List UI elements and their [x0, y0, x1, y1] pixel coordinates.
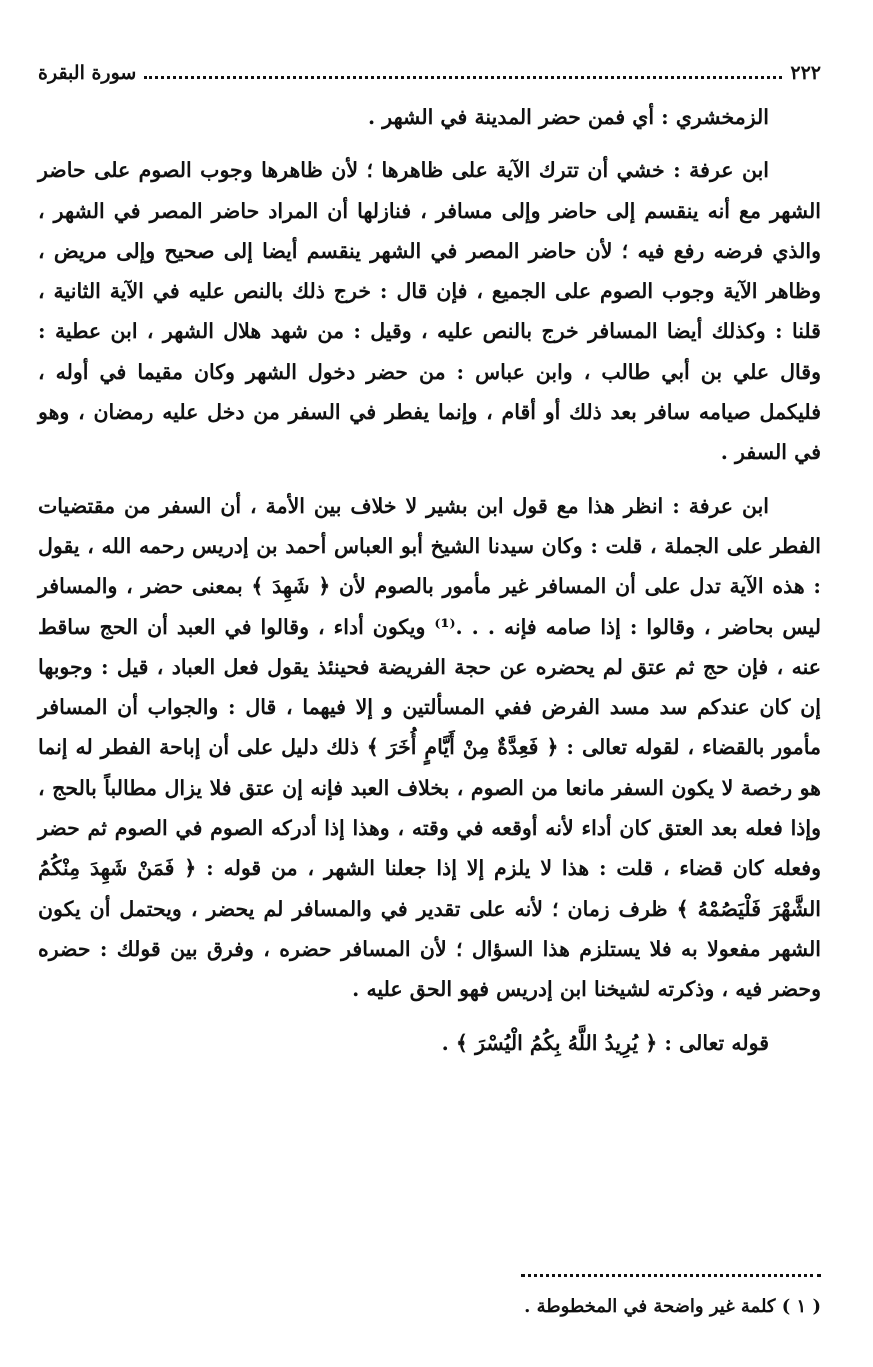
paragraph-zamakhshari: الزمخشري : أي فمن حضر المدينة في الشهر .	[368, 105, 769, 129]
body-text	[38, 97, 821, 1063]
surah-name: سورة البقرة	[38, 62, 137, 84]
paragraph-ibn-arafa-2: ابن عرفة : انظر هذا مع قول ابن بشير لا خلاف بين الأمة ، أن السفر من مقتضيات الفطر على الجملة ، قلت : وكان سيدنا الشيخ أبو العباس أحمد بن إدريس رحمه الله ، يقول : هذه الآية تدل على أن المسافر غير مأمور بالصوم لأن ﴿ شَهِدَ ﴾ بمعنى حضر ، والمسافر ليس بحاضر ، وقالوا : إذا صامه فإنه . . .⁽¹⁾ ويكون أداء ، وقالوا في العبد أن الحج ساقط عنه ، فإن حج ثم عتق لم يحضره عن حجة الفريضة فحينئذ يقول فعل العباد ، قيل : وجوبها إن كان عندكم سد مسد الفرض ففي المسألتين و إلا فيهما ، قال : والجواب أن المسافر مأمور بالقضاء ، لقوله تعالى : ﴿ فَعِدَّةٌ مِنْ أَيَّامٍ أُخَرَ ﴾ ذلك دليل على أن إباحة الفطر له إنما هو رخصة لا يكون السفر مانعا من الصوم ، بخلاف العبد فإنه إن عتق فلا يزال مطالباً بالحج ، وإذا فعله بعد العتق كان أداء لأنه أوقعه في وقته ، وهذا إذا أدركه الصوم في الصوم ثم حضر وفعله كان قضاء ، قلت : هذا لا يلزم إلا إذا جعلنا الشهر ، من قوله : ﴿ فَمَنْ شَهِدَ مِنْكُمُ الشَّهْرَ فَلْيَصُمْهُ ﴾ ظرف زمان ؛ لأنه على تقدير في والمسافر لم يحضر ، ويحتمل أن يكون الشهر مفعولا به فلا يستلزم هذا السؤال ؛ لأن المسافر حضره ، وفرق بين قولك : حضره وحضر فيه ، وذكرته لشيخنا ابن إدريس فهو الحق عليه .	[38, 493, 821, 1002]
paragraph-ibn-arafa-1: ابن عرفة : خشي أن تترك الآية على ظاهرها ؛ لأن ظاهرها وجوب الصوم على حاضر الشهر مع أنه ينقسم إلى حاضر وإلى مسافر ، فنازلها أن المراد حاضر المصر في الشهر ، والذي فرضه رفع فيه ؛ لأن حاضر المصر في الشهر ينقسم أيضا إلى صحيح وإلى مريض ، وظاهر الآية وجوب الصوم على الجميع ، فإن قال : خرج ذلك بالنص عليه في الآية الثانية ، قلنا : وكذلك أيضا المسافر خرج بالنص عليه ، وقيل : من شهد هلال الشهر ، ابن عطية : وقال علي بن أبي طالب ، وابن عباس : من حضر دخول الشهر وكان مقيما في أوله ، فليكمل صيامه سافر بعد ذلك أو أقام ، وإنما يفطر في السفر من دخل عليه رمضان ، وهو في السفر .	[38, 158, 821, 465]
header-dotted-leader	[144, 76, 782, 79]
page-number: ٢٢٢	[790, 62, 821, 84]
running-header	[38, 58, 821, 88]
footnote-separator	[521, 1274, 821, 1277]
paragraph-verse-yurid: قوله تعالى : ﴿ يُرِيدُ اللَّهُ بِكُمُ الْيُسْرَ ﴾ .	[441, 1030, 769, 1055]
footnote: ( ١ ) كلمة غير واضحة في المخطوطة .	[524, 1296, 821, 1317]
